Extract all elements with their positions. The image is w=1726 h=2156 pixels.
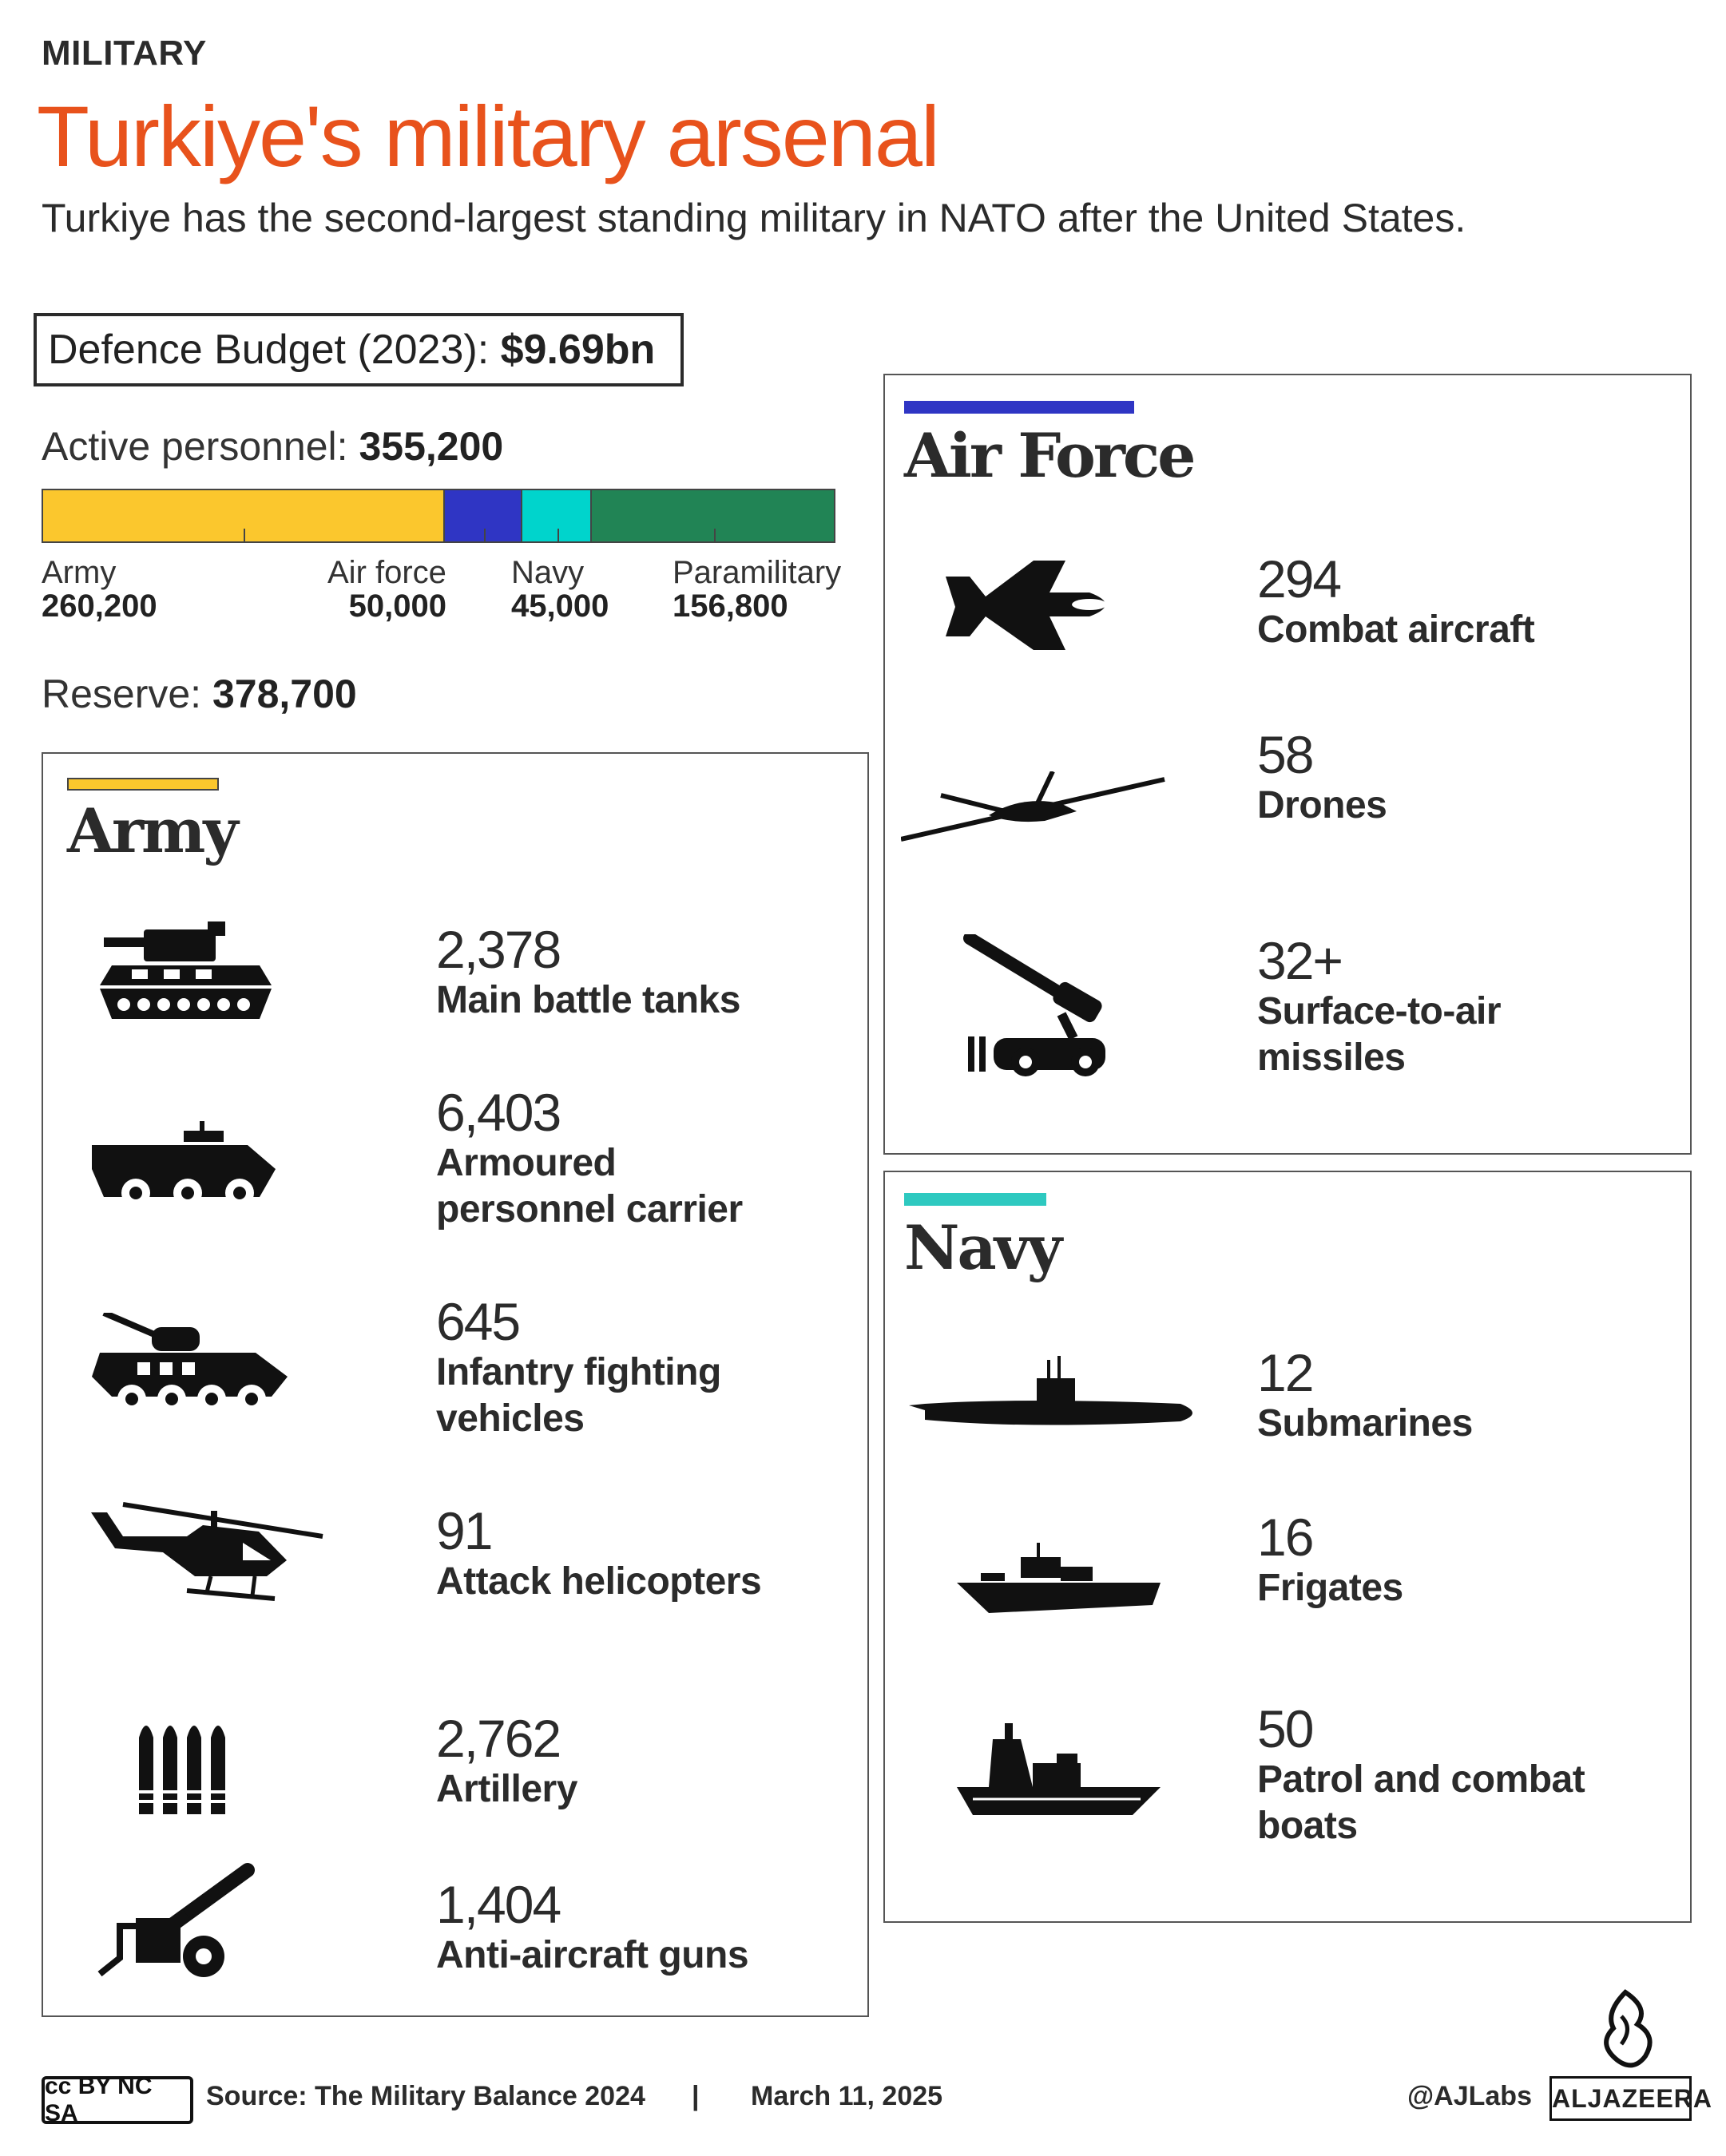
air-force-accent-bar [904, 401, 1134, 414]
source-note: Source: The Military Balance 2024 [206, 2081, 645, 2111]
artillery-shells-icon [136, 1714, 232, 1814]
air-force-item-drones [1257, 727, 1387, 829]
budget-value: $9.69bn [500, 327, 656, 373]
bar-label-air-force [327, 556, 446, 623]
army-item-anti-aircraft [436, 1877, 748, 1979]
frigate-icon [957, 1543, 1165, 1623]
page-title: Turkiye's military arsenal [37, 88, 938, 184]
anti-aircraft-gun-icon [96, 1862, 256, 1982]
combat-aircraft-label: Combat aircraft [1257, 608, 1535, 651]
air-force-item-sam [1257, 933, 1609, 1081]
bar-label-name: Air force [327, 555, 446, 590]
bar-label-value: 50,000 [348, 589, 446, 624]
bar-label-value: 45,000 [511, 589, 609, 624]
drones-number: 58 [1257, 725, 1313, 784]
active-personnel-label: Active personnel: [42, 424, 348, 469]
army-item-apc [436, 1084, 788, 1233]
active-personnel-value: 355,200 [359, 424, 504, 469]
frigates-label: Frigates [1257, 1567, 1403, 1609]
personnel-stacked-bar [42, 489, 835, 543]
sam-label: Surface-to-air missiles [1257, 990, 1502, 1079]
sam-number: 32+ [1257, 931, 1342, 990]
combat-aircraft-number: 294 [1257, 549, 1341, 608]
navy-item-submarines [1257, 1345, 1473, 1447]
air-force-title: Air Force [904, 420, 1194, 491]
artillery-label: Artillery [436, 1768, 577, 1810]
bar-label-name: Paramilitary [673, 555, 842, 590]
fighter-jet-icon [946, 561, 1121, 656]
army-panel [42, 752, 869, 2017]
defence-budget-box [34, 313, 684, 386]
navy-panel [883, 1171, 1692, 1923]
submarine-icon [909, 1356, 1204, 1428]
ifv-number: 645 [436, 1292, 520, 1351]
helicopter-icon [75, 1496, 331, 1608]
apc-label: Armoured personnel carrier [436, 1142, 743, 1231]
tank-icon [88, 921, 280, 1025]
aj-labs-handle: @AJLabs [1407, 2081, 1532, 2111]
helicopters-label: Attack helicopters [436, 1560, 762, 1603]
bar-segment-paramilitary [592, 490, 834, 541]
navy-accent-bar [904, 1193, 1046, 1206]
publish-date: March 11, 2025 [751, 2081, 943, 2111]
bar-label-army [42, 556, 157, 623]
navy-item-frigates [1257, 1509, 1403, 1611]
army-item-helicopters [436, 1503, 761, 1605]
drones-label: Drones [1257, 784, 1387, 826]
army-item-artillery [436, 1710, 577, 1813]
patrol-boats-number: 50 [1257, 1699, 1313, 1758]
navy-item-patrol-boats [1257, 1701, 1609, 1849]
army-title: Army [67, 795, 236, 866]
anti-aircraft-number: 1,404 [436, 1875, 561, 1934]
bar-label-value: 260,200 [42, 589, 157, 624]
submarines-label: Submarines [1257, 1402, 1473, 1445]
bar-label-value: 156,800 [673, 589, 788, 624]
reserve-label: Reserve: [42, 672, 202, 716]
creative-commons-license-icon: cc BY NC SA [42, 2076, 193, 2124]
navy-title: Navy [904, 1212, 1061, 1283]
ifv-icon [88, 1313, 296, 1417]
sam-launcher-icon [962, 934, 1113, 1078]
reserve-value: 378,700 [212, 672, 357, 716]
bar-label-name: Navy [511, 555, 585, 590]
apc-icon [88, 1121, 280, 1217]
bar-tick [484, 529, 486, 543]
army-item-tanks [436, 921, 740, 1024]
frigates-number: 16 [1257, 1508, 1313, 1567]
tanks-number: 2,378 [436, 920, 561, 979]
air-force-item-combat-aircraft [1257, 551, 1534, 653]
army-item-ifv [436, 1294, 788, 1442]
kicker-label: MILITARY [42, 34, 207, 73]
helicopters-number: 91 [436, 1501, 492, 1560]
ifv-label: Infantry fighting vehicles [436, 1351, 721, 1440]
apc-number: 6,403 [436, 1083, 561, 1142]
air-force-panel [883, 374, 1692, 1155]
tanks-label: Main battle tanks [436, 979, 740, 1021]
aljazeera-logo-icon [1589, 1988, 1661, 2080]
bar-label-navy [511, 556, 609, 623]
bar-label-name: Army [42, 555, 117, 590]
patrol-boats-label: Patrol and combat boats [1257, 1758, 1585, 1847]
active-personnel [42, 423, 503, 470]
drone-icon [901, 771, 1172, 843]
aljazeera-wordmark: ALJAZEERA [1549, 2076, 1692, 2121]
budget-label: Defence Budget (2023): [48, 327, 490, 373]
anti-aircraft-label: Anti-aircraft guns [436, 1934, 749, 1976]
patrol-boat-icon [957, 1723, 1165, 1819]
footer-separator: | [692, 2081, 700, 2111]
page-subtitle: Turkiye has the second-largest standing military in NATO after the United States. [42, 196, 1466, 240]
reserve-personnel [42, 671, 357, 717]
bar-tick [714, 529, 716, 543]
army-accent-bar [67, 778, 219, 791]
bar-tick [557, 529, 559, 543]
artillery-number: 2,762 [436, 1709, 561, 1768]
bar-tick [244, 529, 245, 543]
bar-label-paramilitary [673, 556, 841, 623]
submarines-number: 12 [1257, 1343, 1313, 1402]
